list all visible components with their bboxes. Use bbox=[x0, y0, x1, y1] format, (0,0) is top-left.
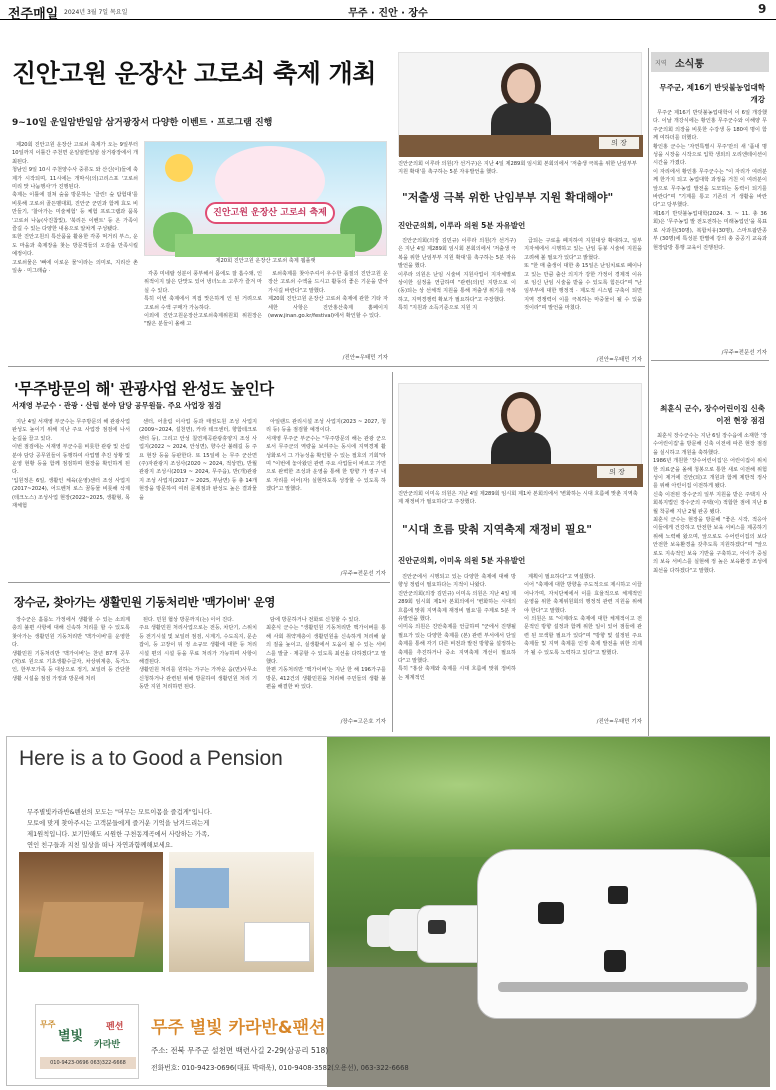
article3-divider bbox=[8, 582, 390, 583]
article3-col2: 센터, 어울림 이사업 등과 태권도원 조성 사업지(2009~2024, 설천면), 카라 테크센터, 향함테크로센터 등), 그리고 안성 칠연계곡관광휴양지 조성 사업지(2022 ~ 2024, 안성면), 향수산 불레길 등 주요 현장 등을 등판한다. 또 15일에 는 무주 군산면(주)자관광지 조성사(2020 ~ 2024, 적상면), 반월관광지 조성시(2019 ~ 2024, 무주읍), 반(개)관광지 조성 사업지(2017 ~ 2025, 부남면) 등 총 14개 현장을 방문하여 여러 문제점과 완성도 높은 결과물을 bbox=[139, 419, 259, 501]
ad-trees bbox=[327, 737, 770, 857]
masthead: 전주매일 bbox=[8, 7, 59, 22]
ad-logo bbox=[35, 1004, 139, 1079]
article5-col3: 담에 방문하거나 전화로 신청할 수 있다. 최훈식 군수는 "생활민원 기동처리반 맥가이버를 통해 사회 취약계층이 생활민원을 신속하게 처리해 삶의 질을 높이고, 실생활에서 도움이 될 수 있는 서비스를 발굴 · 제공할 수 있도록 최선을 다하겠다"고 말했다. 한편 기동처리반 '맥가이버'는 지난 한 해 196가구를 방문, 412건의 생활민원을 처리해 주민들의 생활 불편을 해결한 바 있다. bbox=[266, 617, 386, 691]
ad-description: 무주별빛카라반&펜션의 모도는 "머무는 모트이몸을 즐겁게"입니다. 모토에 맞게 찾아주시는 고객분들에게 즐거운 기억을 남겨드리는게 제1원칙입니다. 보기만해도 시원한 구천동계곡에서 사랑하는 가족, 연인 친구들과 지친 일상을 떠나 자연과함께해보세요. bbox=[27, 809, 212, 849]
article1-headline: 진안고원 운장산 고로쇠 축제 개최 bbox=[12, 59, 376, 88]
article1-photo-caption: 제20회 진안고원 운장산 고로쇠 축제 웹플랫 bbox=[215, 258, 316, 264]
article5-byline: /장수=고은호 기자 bbox=[340, 719, 386, 725]
column-vertical-rule bbox=[392, 372, 393, 732]
ad-logo-line2: 펜션 bbox=[106, 1022, 124, 1032]
article2-byline: /진안=우태민 기자 bbox=[596, 357, 642, 363]
sidebar-title: 소식통 bbox=[675, 59, 704, 70]
article4-subhead: 진안군의회, 이미옥 의원 5분 자유발언 bbox=[398, 556, 526, 565]
section-title: 무주 · 진안 · 장수 bbox=[348, 8, 428, 19]
article5-col1: 장수군은 홀몸노 가정에서 생활할 수 있는 소외계층의 불편 사항에 대해 신속하 처리를 할 수 있도록 찾아가는 생활민원 기동처리반 '맥가이버'를 운영한다. 생활민원 기동처리반 '맥가이버'는 찬년 87개 공무(처)로 원으로 기초생활수급자, 차상위계층, 독거노인, 한부모가족 등 대상으로 정기, 보일러 등 간단한 생활 시설을 점검 가정과 방문에 처리 bbox=[12, 617, 130, 682]
sidebar-divider bbox=[651, 360, 769, 361]
article4-photo bbox=[398, 383, 642, 486]
poster-sun bbox=[165, 154, 193, 182]
ad-interior-photo bbox=[169, 852, 314, 972]
article1-col2: 각종 미네랄 성분이 풍부해서 몸에도 잘 흡수돼, 인위적이지 않은 단맛도 있어 냉녀노소 고루가 즐겨 마실 수 있다. 특히 이번 축제에서 직접 맛은하게 인 된 거려으로 고로쇠 수액 구매가 가능하다. 이외에 진안고원운장산고로쇠축제위원회 위원장은 "많은 분들이 올해 고 bbox=[144, 271, 262, 328]
ad-caravan-stripe bbox=[498, 982, 748, 992]
ad-logo-top: 무주 bbox=[40, 1020, 56, 1029]
article3-col1: 지난 4일 서재영 부군수는 무주방문의 해 관광사업 완성도 높이기 위해 지난 주요 사업장 점검에 나서 눈길을 끌고 있다. 이번 점검에는 서재영 부군수를 비롯한 관광 및 산림 분야 담당 공무원들이 동행하여 사업별 추진 상황 및 운영 현황 등을 함께 점검하며 현장을 확인하게 된다. '입원정은 6일, 생활인 체육(운영)센터 조성 사업지(2017~2024), 어드벤처 로스 꿈동물 비롯해 삭제(테크노스) 조성사업 현장(2022~2025, 생활형, 목재체험 bbox=[12, 419, 130, 510]
article3-subhead: 서재영 부군수 · 관광 · 산림 분야 담당 공무원들. 주요 사업장 점검 bbox=[12, 401, 222, 410]
sidebar-item1-byline: /무주=전문선 기자 bbox=[721, 350, 767, 356]
sidebar-item1-text: 무주군 제16기 반딧불농업대학이 이 6일 개강했다. 이날 개강식에는 황인홍 무주군수와 이해양 무주군의회 의장을 비롯한 수강생 등 180여 명이 함께 여하더를 더했다. 황인홍 군수는 '자연특별시 무주'만의 새 '품내 명성을 시장을 시작으로 입학 생외의 오리엔테이션이 시간을 가졌다. 이 자리에서 황인홍 무주군수는 "이 자리가 여러분께 한가지 되고 농업대학 과정을 거친 이 여러분이 앞으로 무주농업 발전을 도모하는 동력이 되기를 바란다"며 "기계를 통고 기존의 거 생활을 바란다"고 당부했다. 제16기 반딧불농업대학(2024. 3. ~ 11. 총 36회)은 '무주농업 발 전도전하는 미래농업인'을 목표로 사과원(30명), 복합치유(30명), 스마트팜반종부 (30명)에 특성분 반별에 강의 총 중공기 교육과 현장탐방 통행 교육이 진행된다. bbox=[653, 110, 767, 251]
article2-headline: "저출생 극복 위한 난임부부 지원 확대해야" bbox=[402, 191, 614, 204]
photo-nameplate: 의 장 bbox=[597, 466, 637, 478]
article4-headline: "시대 흐름 맞춰 지역축제 재정비 필요" bbox=[402, 523, 592, 536]
ad-deck-table bbox=[34, 902, 144, 957]
ad-logo-line1: 별빛 bbox=[58, 1029, 84, 1044]
sidebar-label: 지역 bbox=[655, 60, 667, 67]
article2-subhead: 진안군의회, 이루라 의원 5분 자유발언 bbox=[398, 221, 526, 230]
ad-caravan-window-1 bbox=[538, 902, 564, 924]
ad-phones: 전화번호: 010-9423-0696(대표 박태욱), 010-9408-3582(오용선), 063-322-6668 bbox=[151, 1064, 409, 1072]
article1-col3: 로쇠축제를 찾아주셔서 우수한 품질의 진안고원 운장산 고로쇠 수액을 드시고 활동의 좋은 기운을 받아가시길 바란다"고 말했다. 제20회 진안고원 운장산 고로쇠 축제에 관한 기타 자세한 사항은 진안홍산축제 홈페이지(www.jinan.go.kr/festival)에서 확인할 수 있다. bbox=[268, 271, 388, 320]
article3-col3: 아일랜드 관리시설 조성 사업지(2023 ~ 2027, 청리 등) 등을 점검할 예정이다. 서재영 무주군 부군수는 "무주방문의 해는 관광 군으로서 무주군의 역량을 보여주는 동시에 지역경제 활성화로서 그 가능성을 확인할 수 있는 절호의 기회"라며 "이번에 놓아왔던 관련 주요 사업들이 바르고 가면으로 완벽한 조성과 운영을 통해 한 방향 가 영구 내로 자리를 이어(자) 실현하도록 성장할 수 있도록 하겠다"고 말했다. bbox=[266, 419, 386, 493]
issue-date: 2024년 3월 7일 목요일 bbox=[64, 9, 128, 16]
section-divider bbox=[8, 366, 645, 367]
article5-headline: 장수군, 찾아가는 생활민원 기동처리반 '맥가이버' 운영 bbox=[14, 595, 275, 609]
ad-caravan-window-3 bbox=[604, 950, 626, 972]
photo-person-face bbox=[507, 398, 535, 432]
ad-caravan-window bbox=[428, 920, 446, 934]
poster-title: 진안고원 운장산 고로쇠 축제 bbox=[213, 208, 327, 218]
ad-caravan-photo bbox=[327, 737, 770, 1086]
photo-person-face bbox=[507, 69, 535, 103]
ad-deck-photo bbox=[19, 852, 163, 972]
sidebar-item1-headline: 무주군, 제16기 반딧불농업대학 개강 bbox=[659, 83, 765, 104]
article4-col1: 진안군에서 시행되고 있는 다양한 축제에 대해 방향성 정립이 필요하다는 지적이 나왔다. 진안군의회(의장 김민규) 이미옥 의원은 지난 4일 제289회 임시회 제1차 본회의에서 '변화하는 시대의 흐름에 맞춰 지역축제 재정비 필요'를 주제로 5분 자유발언을 했다. 이미옥 의원은 진안축제를 언급하며 "군에서 진행될 필요가 있는 다양한 축제를 (본) 관련 부서에서 단일 축제를 통해 각기 다른 비전과 발전 방향을 설정하는 축제를 추진하거나 중소 지역축제 개선이 필요하다"고 말했다. 특히 "홍삼 축제와 축제를 시대 흐름에 맞춰 정비하는 제계적인 bbox=[398, 574, 516, 681]
ad-interior-bed bbox=[244, 922, 310, 962]
article1-col1: 제20회 진안고원 운장산 고로쇠 축제가 오는 9일부터 10일까지 이틀간 주천면 운일암반일암 삼거광장에서 개최된다. 청남인 9일 10시 주천양수사 중류도 와 산신(이)들에 축제가 시작되며, 11시에는 개막식(의)고리스포 '고로쇠 미리 맛 나눔행사'가 진행된다. 축제는 이틀에 걸쳐 숲을 방문하는 '클린! 숲 탐험대'를 비롯해 고로쇠 골든벨대회, 진안군 군민과 함께 효도 비 만들기, '찰아가는 미술체험' 등 체험 프로그램과 품목 '고로쇠 나눔(사진참빛), '북리든 이벤트' 등 온 가족이 즐길 수 있는 다양한 내용으로 알차게 구성됐다. 또한 진안고원의 특산품을 활용한 각종 먹거리 부스, 운도 마을과 축제장을 찾는 방문객들의 오감을 만족시킬 예정이다. 고로쇠물은 '뼈에 이로운 물'이라는 의미로, 지리산 촌 일송 · 미그래슘 · bbox=[12, 142, 138, 275]
poster-ground bbox=[175, 234, 355, 257]
article4-byline: /진안=우태민 기자 bbox=[596, 719, 642, 725]
ad-caravan-large bbox=[477, 849, 757, 1019]
photo-nameplate: 의 장 bbox=[599, 137, 639, 149]
sidebar-item2-text: 최훈식 장수군수는 지난 6일 장수읍에 소재한 '장수어린이집'을 방문해 신축 이전에 따른 현장 점검을 실시하고 개원을 축하했다. 1986년 개원한 '장수어린이집'은 어린이집이 위치한 의료군을 올해 청봉으로 통한 새로 이전해 위험성이 제거에 진안(되)고 개원과 함께 제반적 정사를 위해 아린이집 이전하게 됐다. 신축 이전된 장수군의 일부 지원을 받은 주택지 사회복지법인 장수군의 주택(이) 적합한 점에 지난 8월 착공해 지난 2월 완공 됐다. 최훈식 군수는 현장을 방문해 "좋은 시작, 적응아이들에게 건강하고 안전한 보육 서비스를 제공하기 위해 노력해 왔으며, 앞으로도 수어린이집의 보다 안전한 보육환경을 갖추도록 지원하겠다"며 "앞으로도 지속적인 보육 기반을 구축하고, 아이가 중심의 보육 서비스를 실현해 정 높은 보육환경 조성에 최선을 다하겠다"고 말했다. bbox=[653, 433, 767, 574]
article1-subhead: 9~10일 운일암반일암 삼거광장서 다양한 이벤트 · 프로그램 진행 bbox=[12, 118, 273, 128]
article4-photo-caption: 진안군의회 이미옥 의원은 지난 4일 제289회 임시회 제1차 본회의에서 '변화하는 시대 흐름에 맞춘 지역축제 재정비가 필요하다'고 주장했다. bbox=[398, 491, 638, 505]
article5-col2: 된다. 민원 협상 방문까지(는) 이어 진다. 주요 생활민원 처리사업으로는 전등, 차단기, 스위치 등 전기시설 및 보일러 점검, 시계기, 수도꼭지, 문손잡이, 등 고장이 뒤 정 소규모 생활에 대한 등 처리 시설 편의 시설 등을 무료 처리가 가능하며 사항이 해결된다. 생활민원 처리를 원하는 가구는 가까운 읍(면)사무소 신청하거나 관련된 위해 방문하여 생활민원 처리 기동반 지원 처리하면 된다. bbox=[139, 617, 257, 691]
ad-logo-phone: 010-9423-0696 063)322-6668 bbox=[40, 1057, 136, 1069]
article1-byline: /진안=우태민 기자 bbox=[342, 355, 388, 361]
article3-byline: /무주=전문선 기자 bbox=[340, 571, 386, 577]
advertisement bbox=[6, 736, 770, 1086]
page-number: 9 bbox=[758, 2, 767, 16]
ad-address: 주소: 전북 무주군 설천면 백련사길 2-29(삼공리 518) bbox=[151, 1046, 329, 1055]
article3-headline: '무주방문의 해' 관광사업 완성도 높인다 bbox=[14, 380, 274, 398]
ad-caravan-window-2 bbox=[608, 886, 628, 904]
poster-title-banner bbox=[205, 202, 335, 224]
article2-photo bbox=[398, 52, 642, 156]
ad-logo-line3: 카라반 bbox=[94, 1040, 121, 1050]
article2-photo-caption: 진안군의회 이루라 의원(가 선거구)은 지난 4일 제289회 임시회 본회의에서 '저출생 극복을 위한 난임부부 지원 확대'를 촉구하는 5분 자유발언을 했다. bbox=[398, 161, 637, 175]
ad-name: 무주 별빛 카라반&팬션 bbox=[151, 1018, 326, 1038]
article2-col2: 급되는 구로을 폐지하여 지원대상 확대하고, 일부 지자체에서 시행하고 있는 난임 등봉 시술비 지원을 고려해 볼 필요가 있다"고 밝혔다. 또 "한 매 출생이 대한 총 15일은 난임치료로 폐이나고 있는 만큼 출산 의지가 강한 가정이 경제적 이유로 임신 난임 시술을 받을 수 있도록 힘든다"며 "난임부부에 대한 행정적 · 제도적 시스템 구축이 되면 지역 경쟁력이 이를 극복하는 마중물이 될 수 있을 것이라"며 발언을 마쳤다. bbox=[524, 238, 642, 312]
sidebar-vertical-rule bbox=[648, 48, 649, 748]
article2-col1: 진안군의회(의장 김민규) 이루라 의원(가 선거구)은 지난 4일 제289회 임시회 본회의에서 '저출생 극복을 위한 난임부부 지원 확대'를 촉구하는 5분 자유발언을 했다. 이루라 의원은 난임 시술비 지원사업이 지자체별로 상이한 실정을 연급하며 "관련(의)인 지방으로 이(동)되는 상 선체적 지원을 통해 저출생 위기를 극복하고, 지역경쟁력 확보가 필요하다"고 주장했다. 특히 "지원과 소득기준으로 지원 지 bbox=[398, 238, 516, 312]
ad-interior-window bbox=[175, 868, 229, 908]
article4-col2: 계획이 필요하다"고 역설했다. 이어 "축제에 대한 방향을 주도적으로 제시하고 이끌어나가며, 자치단체에서 이를 효율적으로 체계적인 운영을 위한 축제위원회의 행정적 관련 지원을 위해야 한다"고 말했다. 이 의원은 또 "이제라도 축제에 대한 체계적이고 전문적인 방향 설정과 함께 위한 일이 있어 점들에 관련 된 모색할 필요가 있다"며 "방향 및 설정된 주요 축제들 및 지역 축제를 인정 축제 발전을 위한 의제가 될 수 있도록 노력하고 있다"고 말했다. bbox=[524, 574, 642, 656]
sidebar-item2-headline: 최훈식 군수, 장수어린이집 신축 이전 현장 점검 bbox=[660, 404, 765, 425]
ad-title: Here is a to Good a Pension bbox=[19, 747, 283, 770]
sidebar-header bbox=[651, 52, 769, 72]
festival-poster-photo bbox=[144, 141, 387, 256]
